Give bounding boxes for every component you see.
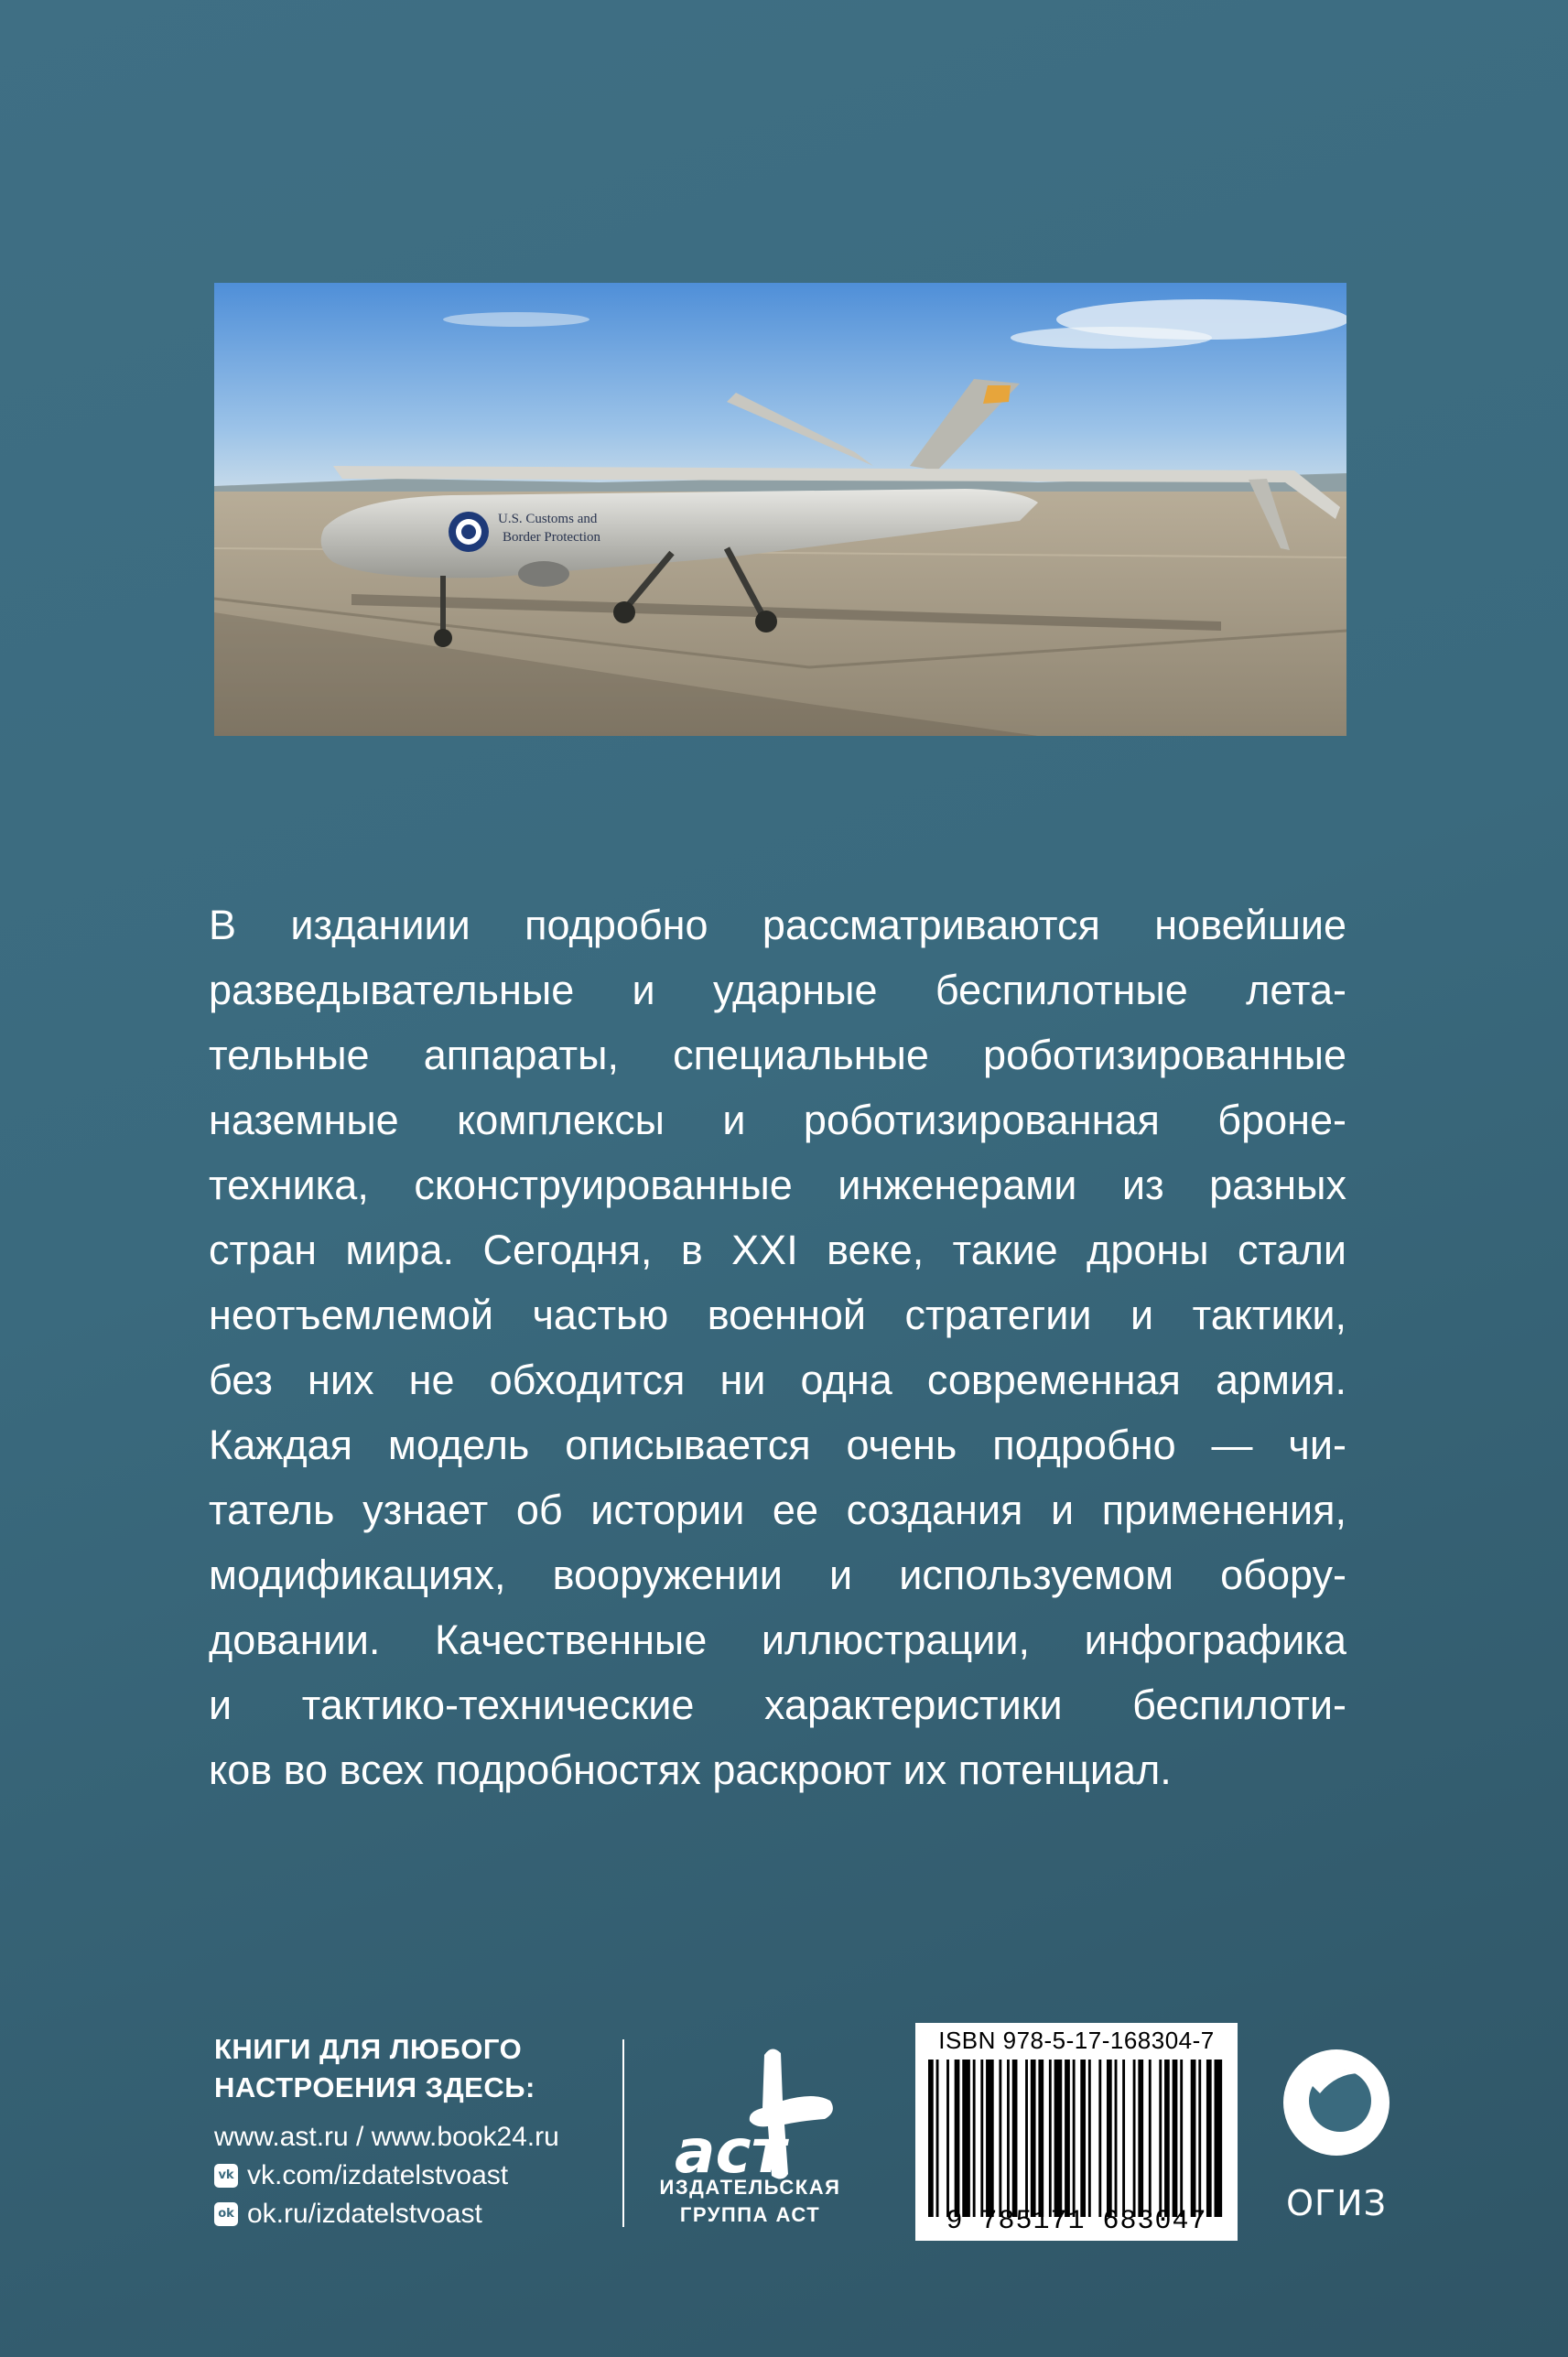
fuselage-text-2: Border Protection bbox=[503, 530, 601, 545]
barcode-bar bbox=[936, 2060, 939, 2217]
ast-caption bbox=[652, 2174, 849, 2229]
barcode-bar bbox=[1164, 2060, 1170, 2217]
tagline-line-2: НАСТРОЕНИЯ ЗДЕСЬ: bbox=[214, 2071, 535, 2103]
ok-link[interactable] bbox=[214, 2195, 617, 2233]
description-line: модификациях, вооружении и используемом обору- bbox=[209, 1552, 1346, 1598]
barcode-bar bbox=[1173, 2060, 1178, 2217]
barcode-bar bbox=[1098, 2060, 1101, 2217]
description-line: татель узнает об истории ее создания и применения, bbox=[209, 1487, 1346, 1533]
barcode-bar bbox=[962, 2060, 970, 2217]
barcode-bar bbox=[1133, 2060, 1136, 2217]
barcode-bar bbox=[1215, 2060, 1223, 2217]
ok-icon: ok bbox=[214, 2202, 238, 2226]
barcode-bar bbox=[1206, 2060, 1212, 2217]
barcode-bar bbox=[986, 2060, 994, 2217]
vk-link[interactable] bbox=[214, 2157, 617, 2195]
description-line: стран мира. Сегодня, в XXI веке, такие дроны стали bbox=[209, 1227, 1346, 1273]
barcode-digits: 9 785171 683047 bbox=[946, 2206, 1207, 2237]
description-line: наземные комплексы и роботизированная броне- bbox=[209, 1097, 1346, 1143]
ogiz-caption: ОГИЗ bbox=[1286, 2183, 1387, 2223]
barcode-bar bbox=[999, 2060, 1001, 2217]
ast-logo-text: аст bbox=[675, 2116, 786, 2187]
footer-divider bbox=[622, 2039, 624, 2227]
barcode-icon bbox=[928, 2060, 1225, 2217]
barcode-bar bbox=[1073, 2060, 1076, 2217]
barcode-bar bbox=[1122, 2060, 1125, 2217]
barcode-bar bbox=[1012, 2060, 1018, 2217]
barcode-bar bbox=[1031, 2060, 1036, 2217]
barcode-bar bbox=[928, 2060, 934, 2217]
barcode-bar bbox=[980, 2060, 983, 2217]
ok-text: ok.ru/izdatelstvoast bbox=[247, 2199, 482, 2229]
description-line: довании. Качественные иллюстрации, инфографика bbox=[209, 1616, 1346, 1663]
barcode-bar bbox=[973, 2060, 976, 2217]
barcode-bar bbox=[1025, 2060, 1028, 2217]
barcode-bar bbox=[1088, 2060, 1091, 2217]
barcode-bar bbox=[1191, 2060, 1196, 2217]
barcode-bar bbox=[1054, 2060, 1063, 2217]
vk-text: vk.com/izdatelstvoast bbox=[247, 2160, 509, 2190]
description-line: Каждая модель описывается очень подробно — чи- bbox=[209, 1422, 1346, 1468]
description-line: В изданиии подробно рассматриваются новейшие bbox=[209, 902, 1346, 948]
barcode-bar bbox=[1159, 2060, 1162, 2217]
fuselage-text-1: U.S. Customs and bbox=[498, 512, 598, 526]
description-line: и тактико-технические характеристики беспилоти- bbox=[209, 1681, 1346, 1728]
description-line: ков во всех подробностях раскроют их потенциал. bbox=[209, 1746, 1172, 1793]
barcode-bar bbox=[1065, 2060, 1070, 2217]
barcode-bar bbox=[1138, 2060, 1143, 2217]
barcode-bar bbox=[1107, 2060, 1112, 2217]
barcode-bar bbox=[1198, 2060, 1201, 2217]
drone-photo bbox=[214, 283, 1346, 736]
barcode-bar bbox=[1007, 2060, 1010, 2217]
websites-link[interactable] bbox=[214, 2118, 617, 2157]
barcode-bar bbox=[1180, 2060, 1183, 2217]
book-description bbox=[209, 892, 1346, 1802]
barcode-bar bbox=[1080, 2060, 1086, 2217]
description-line: техника, сконструированные инженерами из разных bbox=[209, 1162, 1346, 1208]
barcode-bar bbox=[1049, 2060, 1052, 2217]
description-line: без них не обходится ни одна современная армия. bbox=[209, 1357, 1346, 1403]
ast-caption-line-1: ИЗДАТЕЛЬСКАЯ bbox=[659, 2176, 841, 2199]
ast-caption-line-2: ГРУППА АСТ bbox=[679, 2203, 821, 2226]
description-line: неотъемлемой частью военной стратегии и тактики, bbox=[209, 1292, 1346, 1338]
description-line: разведывательные и ударные беспилотные лета- bbox=[209, 967, 1346, 1013]
websites-text: www.ast.ru / www.book24.ru bbox=[214, 2122, 559, 2152]
barcode-bar bbox=[1038, 2060, 1044, 2217]
publisher-contacts bbox=[214, 2030, 617, 2233]
tagline-line-1: КНИГИ ДЛЯ ЛЮБОГО bbox=[214, 2033, 523, 2065]
description-line: тельные аппараты, специальные роботизированные bbox=[209, 1032, 1346, 1078]
barcode-bar bbox=[955, 2060, 960, 2217]
isbn-label: ISBN 978-5-17-168304-7 bbox=[938, 2027, 1215, 2054]
barcode-bar bbox=[1115, 2060, 1118, 2217]
barcode-bar bbox=[1149, 2060, 1152, 2217]
vk-icon: vk bbox=[214, 2164, 238, 2188]
isbn-barcode bbox=[915, 2023, 1238, 2241]
barcode-bar bbox=[946, 2060, 949, 2217]
surveillance-drone-photo bbox=[214, 283, 1346, 736]
